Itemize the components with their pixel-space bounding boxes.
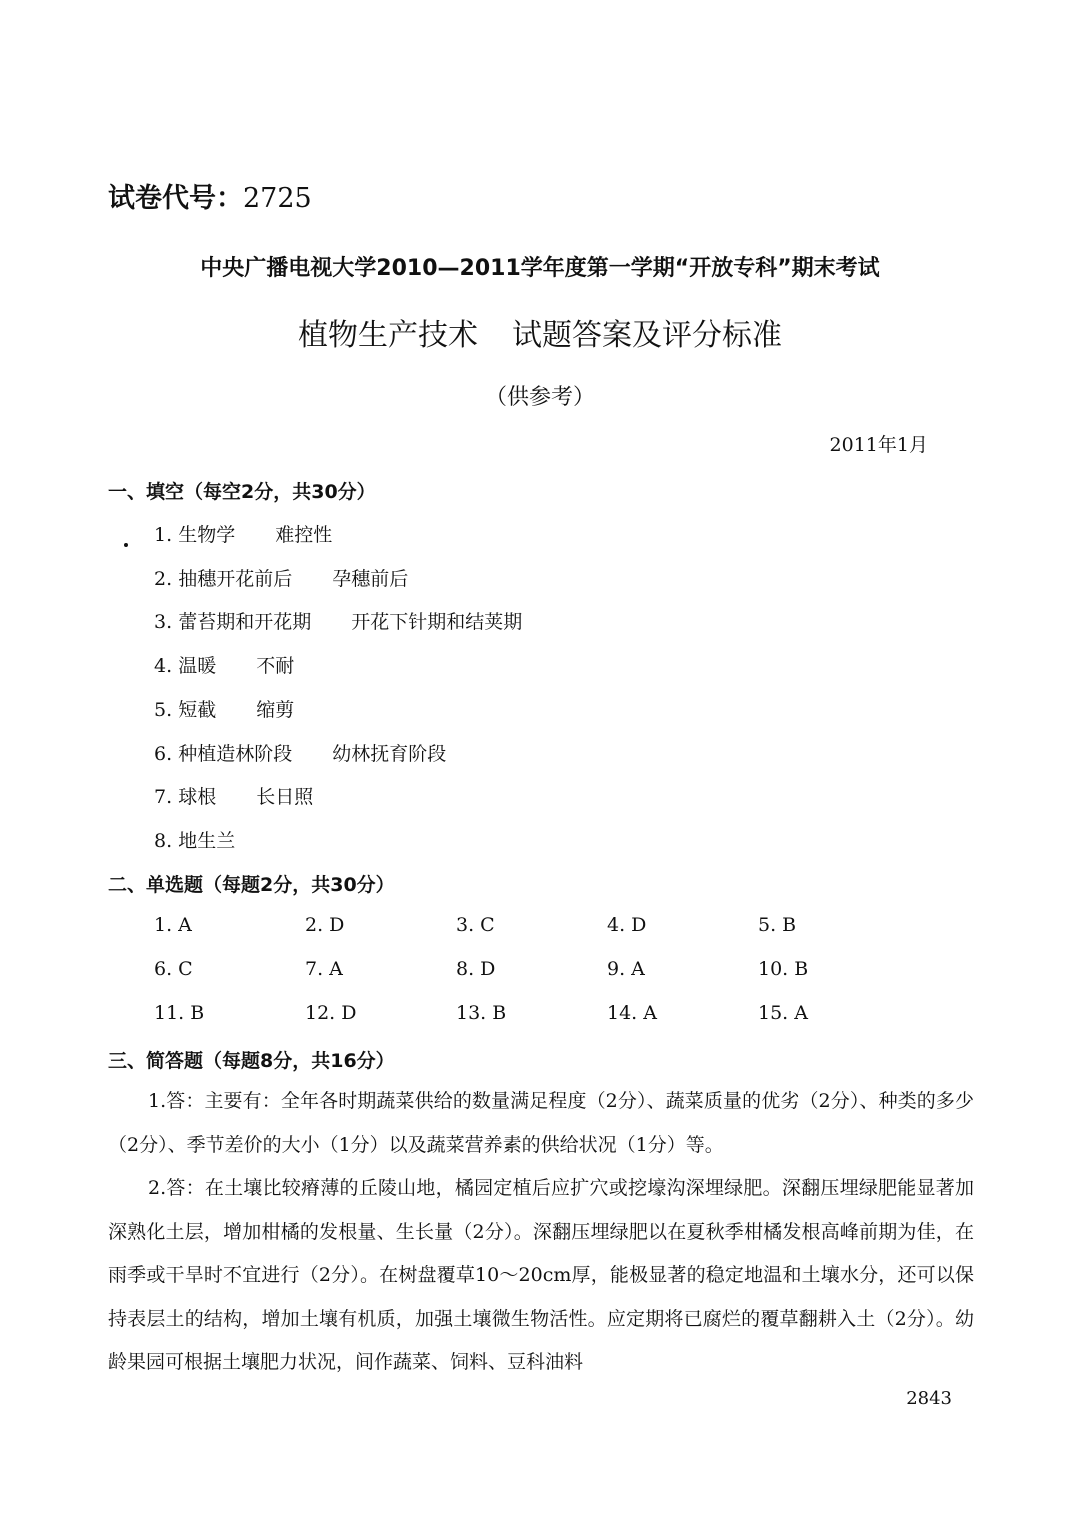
fill-item-7 (154, 782, 313, 809)
answer-a: 种植造林阶段 (178, 743, 293, 765)
answer-a: 短截 (178, 699, 217, 721)
mc-answer: 4. D (607, 914, 647, 936)
fill-item-2 (154, 564, 408, 591)
fill-item-4 (154, 651, 294, 678)
answer-b: 不耐 (256, 655, 295, 677)
item-number: 7. (154, 786, 173, 808)
mc-row-3 (154, 1002, 914, 1024)
page-title (0, 310, 1080, 354)
section3-heading: 三、简答题（每题8分，共16分） (108, 1050, 395, 1072)
mc-answer: 3. C (456, 914, 495, 936)
mc-row-2 (154, 958, 914, 980)
answer-b: 幼林抚育阶段 (332, 743, 447, 765)
mc-answer: 8. D (456, 958, 496, 980)
section1-heading: 一、填空（每空2分，共30分） (108, 481, 376, 503)
answer-a: 抽穗开花前后 (178, 568, 293, 590)
paper-code-number: 2725 (243, 183, 312, 214)
mc-answer: 6. C (154, 958, 193, 980)
course-name: 植物生产技术 (298, 318, 478, 353)
title-subtitle: 试题答案及评分标准 (512, 318, 782, 353)
mc-answer: 12. D (305, 1002, 357, 1024)
page-number: 2843 (906, 1388, 952, 1409)
mc-answer: 10. B (758, 958, 809, 980)
fill-item-5 (154, 695, 294, 722)
answer-b: 长日照 (256, 786, 314, 808)
paper-code (108, 176, 312, 215)
item-number: 6. (154, 743, 173, 765)
paper-code-label: 试卷代号： (108, 183, 243, 214)
section2-heading: 二、单选题（每题2分，共30分） (108, 874, 395, 896)
mc-answer: 13. B (456, 1002, 507, 1024)
mc-answer: 11. B (154, 1002, 205, 1024)
mc-answer: 14. A (607, 1002, 657, 1024)
mc-row-1 (154, 914, 914, 936)
answer-b: 难控性 (275, 524, 333, 546)
answer-b: 缩剪 (256, 699, 295, 721)
exam-date: 2011年1月 (829, 434, 928, 456)
short-answer-2 (108, 1167, 974, 1385)
fill-item-1 (154, 520, 332, 547)
mc-answer: 2. D (305, 914, 345, 936)
mc-answer: 7. A (305, 958, 343, 980)
mc-answer: 5. B (758, 914, 797, 936)
short-answer-1 (108, 1080, 974, 1167)
answer-a: 地生兰 (178, 830, 236, 852)
answer-b: 孕穗前后 (332, 568, 409, 590)
fill-item-8 (154, 826, 235, 853)
item-number: 8. (154, 830, 173, 852)
reference-note: （供参考） (484, 385, 595, 410)
item-number: 3. (154, 611, 173, 633)
answer-text: 2.答：在土壤比较瘠薄的丘陵山地，橘园定植后应扩穴或挖壕沟深埋绿肥。深翻压埋绿肥能显著加深熟化土层，增加柑橘的发根量、生长量（2分）。深翻压埋绿肥以在夏秋季柑橘发根高峰前期为佳，在雨季或干旱时不宜进行（2分）。在树盘覆草10～20cm厚，能极显著的稳定地温和土壤水分，还可以保持表层土的结构，增加土壤有机质，加强土壤微生物活性。应定期将已腐烂的覆草翻耕入土（2分）。幼龄果园可根据土壤肥力状况，间作蔬菜、饲料、豆科油料 (108, 1177, 974, 1373)
answer-a: 生物学 (178, 524, 236, 546)
item-number: 5. (154, 699, 173, 721)
item-number: 1. (154, 524, 173, 546)
answer-a: 蕾苔期和开花期 (178, 611, 312, 633)
stray-dot (124, 543, 128, 547)
fill-item-3 (154, 607, 522, 634)
answer-text: 1.答：主要有：全年各时期蔬菜供给的数量满足程度（2分）、蔬菜质量的优劣（2分）、种类的多少（2分）、季节差价的大小（1分）以及蔬菜营养素的供给状况（1分）等。 (108, 1090, 974, 1156)
fill-item-6 (154, 739, 446, 766)
answer-b: 开花下针期和结荚期 (351, 611, 523, 633)
answer-a: 球根 (178, 786, 217, 808)
exam-header: 中央广播电视大学2010—2011学年度第一学期“开放专科”期末考试 (200, 256, 880, 281)
mc-answer: 9. A (607, 958, 645, 980)
item-number: 2. (154, 568, 173, 590)
mc-answer: 15. A (758, 1002, 808, 1024)
mc-answer: 1. A (154, 914, 192, 936)
answer-a: 温暖 (178, 655, 217, 677)
item-number: 4. (154, 655, 173, 677)
